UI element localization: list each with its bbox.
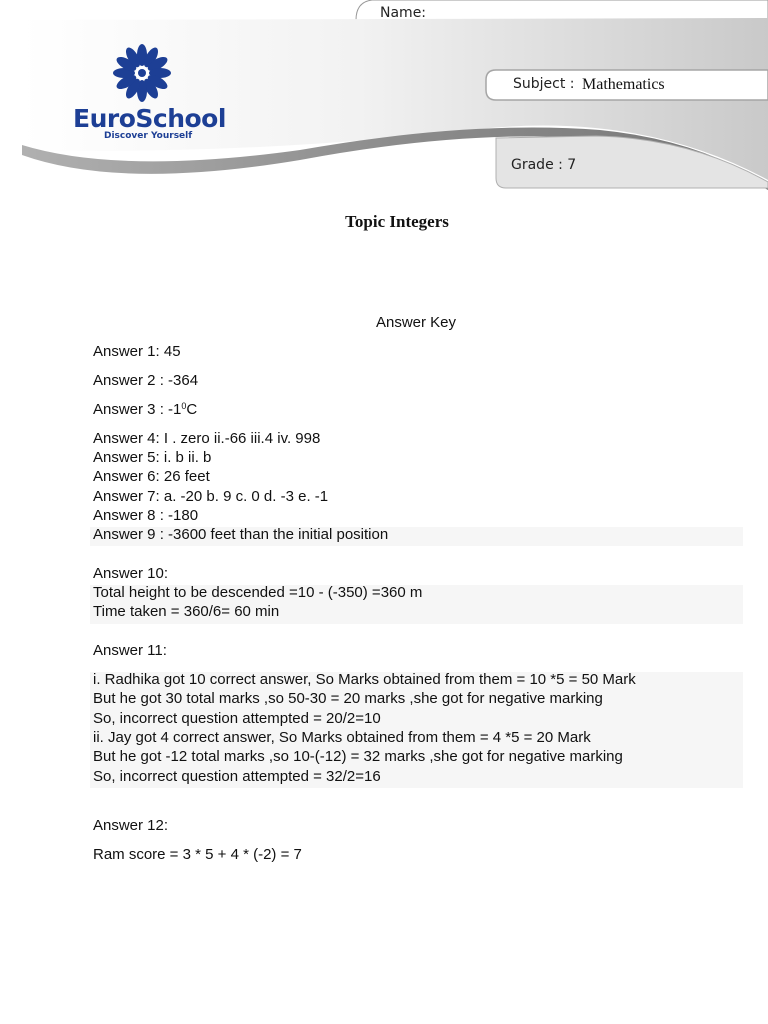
subject-value: Mathematics	[582, 76, 665, 93]
answer-10-title: Answer 10:	[93, 565, 169, 582]
answer-6: Answer 6: 26 feet	[93, 468, 210, 485]
answer-10-line: Time taken = 360/6= 60 min	[93, 603, 280, 620]
answer-10-line: Total height to be descended =10 - (-350) =360 m	[93, 584, 423, 601]
answer-11-line: So, incorrect question attempted = 32/2=16	[93, 768, 381, 785]
answer-11-line: i. Radhika got 10 correct answer, So Marks obtained from them = 10 *5 = 50 Mark	[93, 671, 636, 688]
answer-8: Answer 8 : -180	[93, 507, 199, 524]
answer-3	[93, 401, 197, 418]
answer-5: Answer 5: i. b ii. b	[93, 449, 212, 466]
snowflake-flower-logo-icon	[107, 42, 177, 104]
answer-11-line: But he got -12 total marks ,so 10-(-12) = 32 marks ,she got for negative marking	[93, 748, 623, 765]
answer-3-prefix: Answer 3 : -1	[93, 401, 182, 418]
answer-2: Answer 2 : -364	[93, 372, 199, 389]
answer-key-title: Answer Key	[375, 314, 457, 331]
brand-tagline: Discover Yourself	[104, 131, 193, 141]
subject-label: Subject :	[513, 76, 575, 92]
answer-11-line: So, incorrect question attempted = 20/2=10	[93, 710, 381, 727]
name-field-label: Name:	[380, 5, 427, 21]
answer-3-degree: 0	[181, 401, 187, 411]
answer-7: Answer 7: a. -20 b. 9 c. 0 d. -3 e. -1	[93, 488, 329, 505]
answer-12-title: Answer 12:	[93, 817, 169, 834]
answer-12-line: Ram score = 3 * 5 + 4 * (-2) = 7	[93, 846, 302, 863]
answer-11-title: Answer 11:	[93, 642, 167, 659]
answer-1: Answer 1: 45	[93, 343, 181, 360]
answer-11-line: But he got 30 total marks ,so 50-30 = 20 marks ,she got for negative marking	[93, 690, 603, 707]
grade-label: Grade : 7	[511, 157, 577, 173]
answer-11-line: ii. Jay got 4 correct answer, So Marks obtained from them = 4 *5 = 20 Mark	[93, 729, 591, 746]
answer-9: Answer 9 : -3600 feet than the initial position	[93, 526, 389, 543]
answer-4: Answer 4: I . zero ii.-66 iii.4 iv. 998	[93, 430, 321, 447]
brand-name: EuroSchool	[73, 104, 226, 133]
answer-3-suffix: C	[186, 401, 198, 418]
topic-title: Topic Integers	[345, 212, 449, 231]
